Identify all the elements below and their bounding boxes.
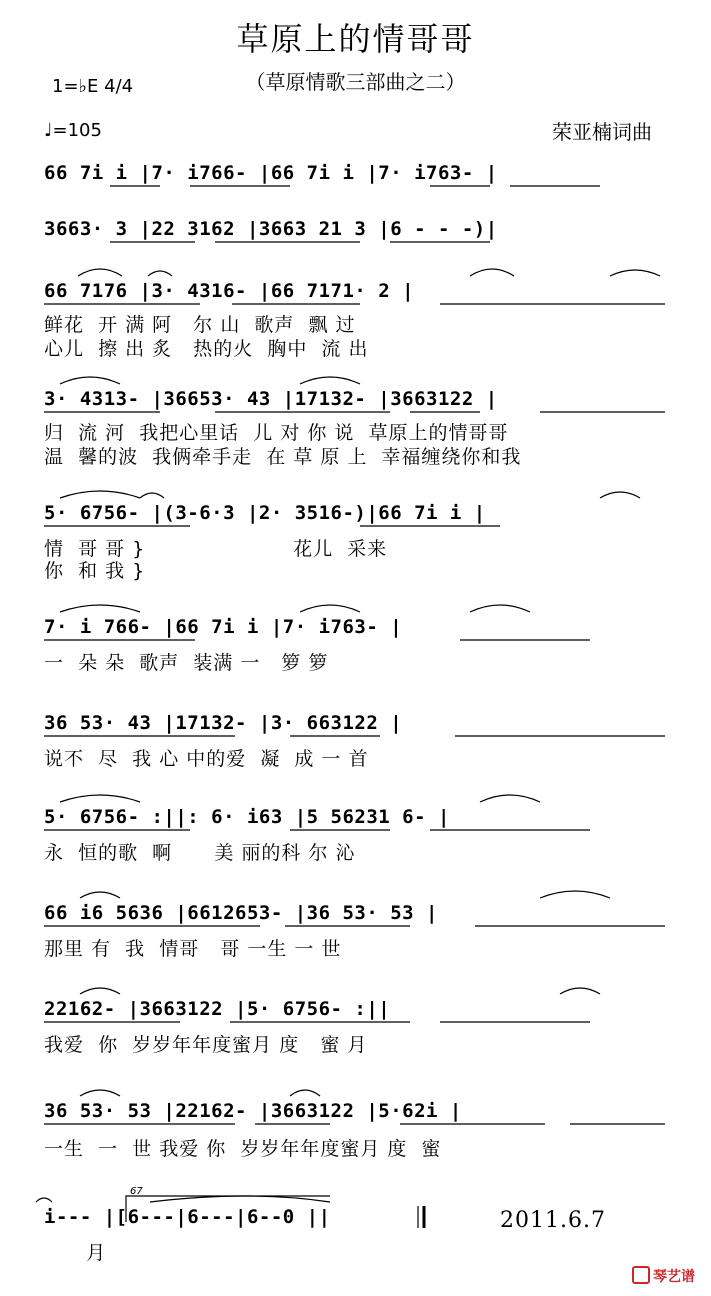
- notation-line: 22162- |3663122 |5· 6756- :||: [44, 998, 391, 1020]
- lyric-line: 鲜花 开 满 阿 尔 山 歌声 飘 过: [44, 314, 356, 336]
- notation-line: 3· 4313- |36653· 43 |17132- |3663122 |: [44, 388, 498, 410]
- tie-arc: [60, 377, 120, 384]
- notation-line: 36 53· 53 |22162- |3663122 |5·62i |: [44, 1100, 462, 1122]
- lyric-line: 说不 尽 我 心 中的爱 凝 成 一 首: [44, 748, 369, 770]
- tie-arc: [140, 493, 164, 498]
- ending-mark: 67: [130, 1186, 143, 1197]
- notation-line: 66 7176 |3· 4316- |66 7171· 2 |: [44, 280, 415, 302]
- tie-arc: [78, 269, 122, 276]
- tie-arc: [60, 605, 140, 612]
- site-watermark: [632, 1266, 695, 1286]
- tie-arc: [470, 605, 530, 612]
- tie-arc: [80, 1090, 120, 1096]
- tie-arc: [480, 795, 540, 802]
- lyric-line: 我爱 你 岁岁年年度蜜月 度 蜜 月: [44, 1034, 368, 1056]
- notation-line: i--- |[6---|6---|6--0 ||: [44, 1206, 331, 1228]
- tie-arc: [290, 1090, 320, 1096]
- tie-arc: [60, 491, 140, 498]
- song-subtitle: （草原情歌三部曲之二）: [245, 70, 466, 94]
- tie-arc: [300, 605, 360, 612]
- lyric-line: 一 朵 朵 歌声 装满 一 箩 箩: [44, 652, 329, 674]
- tie-arc: [80, 988, 120, 994]
- lyric-line: 情 哥 哥 } 花儿 采来: [44, 538, 388, 560]
- lyric-line: 归 流 河 我把心里话 儿 对 你 说 草原上的情哥哥: [44, 422, 509, 444]
- notation-line: 66 7i i |7· i766- |66 7i i |7· i763- |: [44, 162, 498, 184]
- tie-arc: [610, 270, 660, 276]
- tie-arc: [60, 795, 140, 802]
- date-stamp: 2011.6.7: [500, 1208, 606, 1233]
- tie-arc: [540, 891, 610, 898]
- notation-line: 36 53· 43 |17132- |3· 663122 |: [44, 712, 403, 734]
- key-signature: 1=♭E 4/4: [52, 76, 134, 97]
- lyric-line: 温 馨的波 我俩牵手走 在 草 原 上 幸福缠绕你和我: [44, 446, 522, 468]
- tempo-marking: ♩=105: [44, 120, 102, 141]
- tie-arc: [470, 269, 514, 276]
- watermark-text: 琴艺谱: [653, 1269, 695, 1285]
- tie-arc: [300, 377, 360, 384]
- notation-line: 5· 6756- :||: 6· i63 |5 56231 6- |: [44, 806, 450, 828]
- lyric-line: 一生 一 世 我爱 你 岁岁年年度蜜月 度 蜜: [44, 1138, 442, 1160]
- tie-arc: [600, 492, 640, 498]
- lyric-line: 心儿 擦 出 炙 热的火 胸中 流 出: [44, 338, 369, 360]
- song-title: 草原上的情哥哥: [236, 20, 475, 58]
- tie-arc: [36, 1198, 52, 1202]
- notation-line: 66 i6 5636 |6612653- |36 53· 53 |: [44, 902, 438, 924]
- notation-line: 5· 6756- |(3-6·3 |2· 3516-)|66 7i i |: [44, 502, 486, 524]
- tie-arc: [148, 271, 172, 276]
- watermark-logo-icon: [632, 1266, 650, 1284]
- tie-arc: [80, 892, 120, 898]
- lyric-line: 月: [44, 1242, 107, 1264]
- lyric-line: 那里 有 我 情哥 哥 一生 一 世: [44, 938, 342, 960]
- lyric-line: 永 恒的歌 啊 美 丽的科 尔 沁: [44, 842, 356, 864]
- notation-line: 7· i 766- |66 7i i |7· i763- |: [44, 616, 403, 638]
- tie-arc: [150, 1196, 330, 1202]
- composer-credit: 荣亚楠词曲: [552, 120, 652, 144]
- notation-line: 3663· 3 |22 3162 |3663 21 3 |6 - - -)|: [44, 218, 498, 240]
- lyric-line: 你 和 我 }: [44, 560, 146, 582]
- tie-arc: [560, 988, 600, 994]
